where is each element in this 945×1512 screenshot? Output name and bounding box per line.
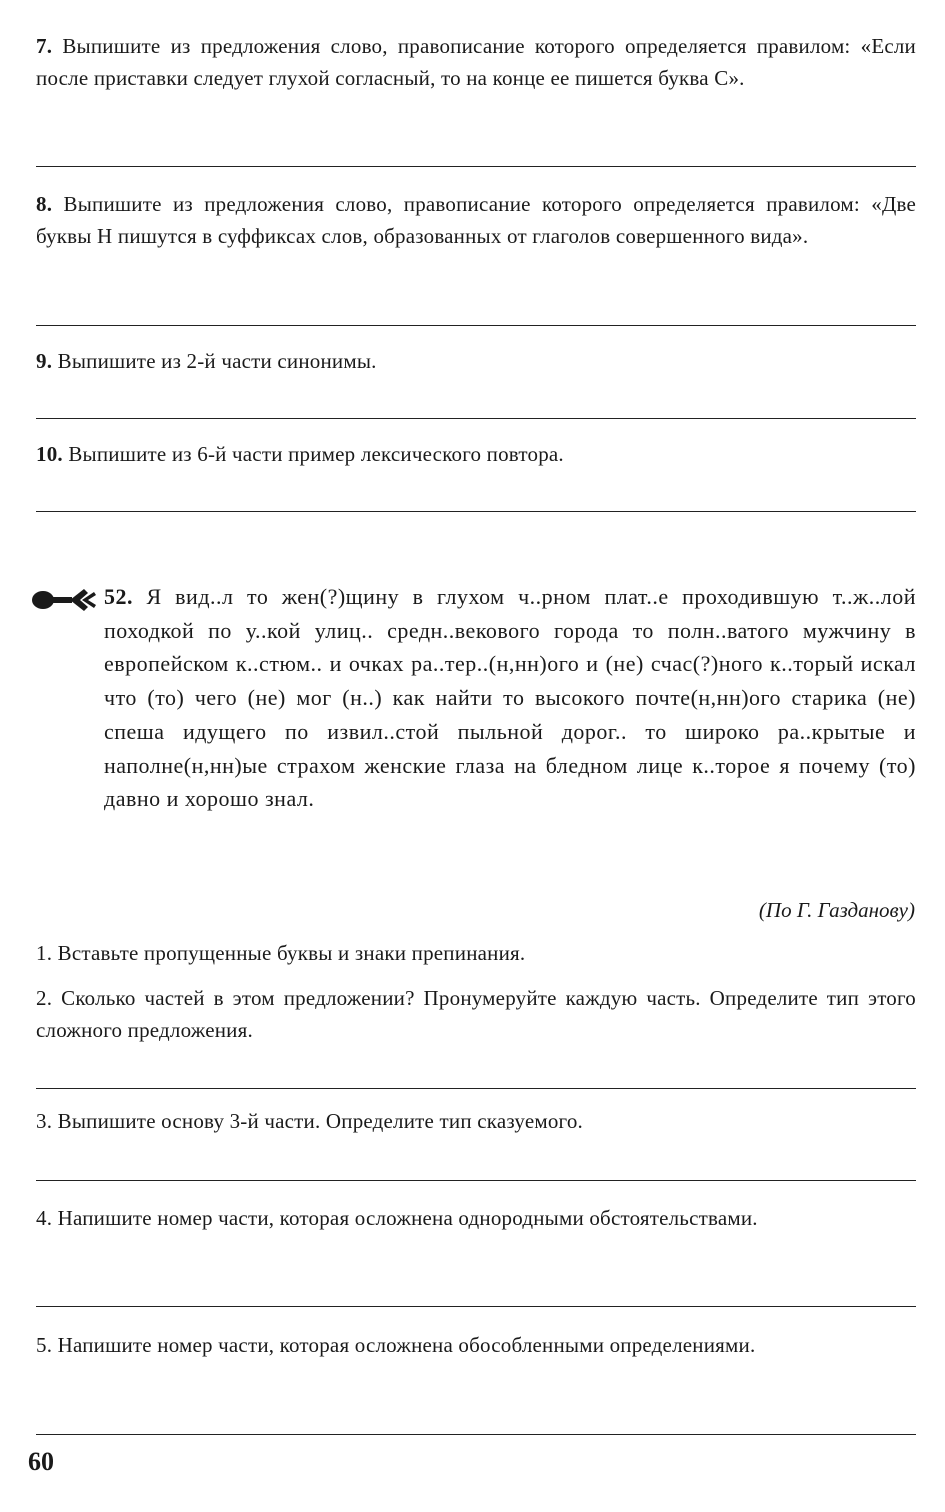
task-number: 2. <box>36 986 53 1010</box>
task-4 <box>36 1202 916 1234</box>
task-text: Выпишите основу 3-й части. Определите тип сказуемого. <box>57 1109 583 1133</box>
task-number: 3. <box>36 1109 53 1133</box>
task-text: Выпишите из 6-й части пример лексического повтора. <box>68 442 564 466</box>
answer-line-task-3 <box>36 1180 916 1181</box>
answer-line-task-4 <box>36 1306 916 1307</box>
task-number: 7. <box>36 34 53 58</box>
task-8 <box>36 188 916 252</box>
exercise-marker-icon <box>30 586 100 614</box>
answer-line-task-2 <box>36 1088 916 1089</box>
task-number: 1. <box>36 941 53 965</box>
task-number: 4. <box>36 1206 53 1230</box>
task-text: Напишите номер части, которая осложнена однородными обстоятельствами. <box>57 1206 758 1230</box>
task-number: 8. <box>36 192 53 216</box>
exercise-number: 52. <box>104 584 133 609</box>
task-7 <box>36 30 916 94</box>
task-text: Напишите номер части, которая осложнена обособленными определениями. <box>57 1333 756 1357</box>
task-number: 5. <box>36 1333 53 1357</box>
exercise-text <box>104 580 916 816</box>
exercise-source: (По Г. Газданову) <box>758 898 915 922</box>
answer-line-task-8 <box>36 325 916 326</box>
task-text: Выпишите из 2-й части синонимы. <box>57 349 377 373</box>
answer-line-task-10 <box>36 511 916 512</box>
answer-line-task-9 <box>36 418 916 419</box>
task-2 <box>36 982 916 1046</box>
task-9 <box>36 345 916 377</box>
task-text: Выпишите из предложения слово, правописание которого определяется правилом: «Две буквы Н пишутся в суффиксах слов, образованных от глаголов совершенного вида». <box>36 192 917 248</box>
task-1 <box>36 937 916 969</box>
task-text: Выпишите из предложения слово, правописание которого определяется правилом: «Если после приставки следует глухой согласный, то на конце ее пишется буква С». <box>36 34 916 90</box>
task-text: Сколько частей в этом предложении? Пронумеруйте каждую часть. Определите тип этого сложного предложения. <box>36 986 916 1042</box>
exercise-sentence: Я вид..л то жен(?)щину в глухом ч..рном плат..е проходившую т..ж..лой походкой по у..кой улиц.. средн..векового города то полн..ватого мужчину в европейском к..стюм.. и очках ра..тер..(н,нн)ого и (не) счас(?)ного к..торый искал что (то) чего (не) мог (н..) как найти то высокого почте(н,нн)ого старика (не) спеша идущего по извил..стой пыльной дорог.. то широко ра..крытые и наполне(н,нн)ые страхом женские глаза на бледном лице к..торое я почему (то) давно и хорошо знал. <box>104 584 917 812</box>
task-number: 9. <box>36 349 53 373</box>
answer-line-task-5 <box>36 1434 916 1435</box>
page-number: 60 <box>28 1447 54 1476</box>
task-5 <box>36 1329 916 1361</box>
task-text: Вставьте пропущенные буквы и знаки препинания. <box>57 941 526 965</box>
answer-line-task-7 <box>36 166 916 167</box>
task-10 <box>36 438 916 470</box>
task-3 <box>36 1105 916 1137</box>
task-number: 10. <box>36 442 63 466</box>
